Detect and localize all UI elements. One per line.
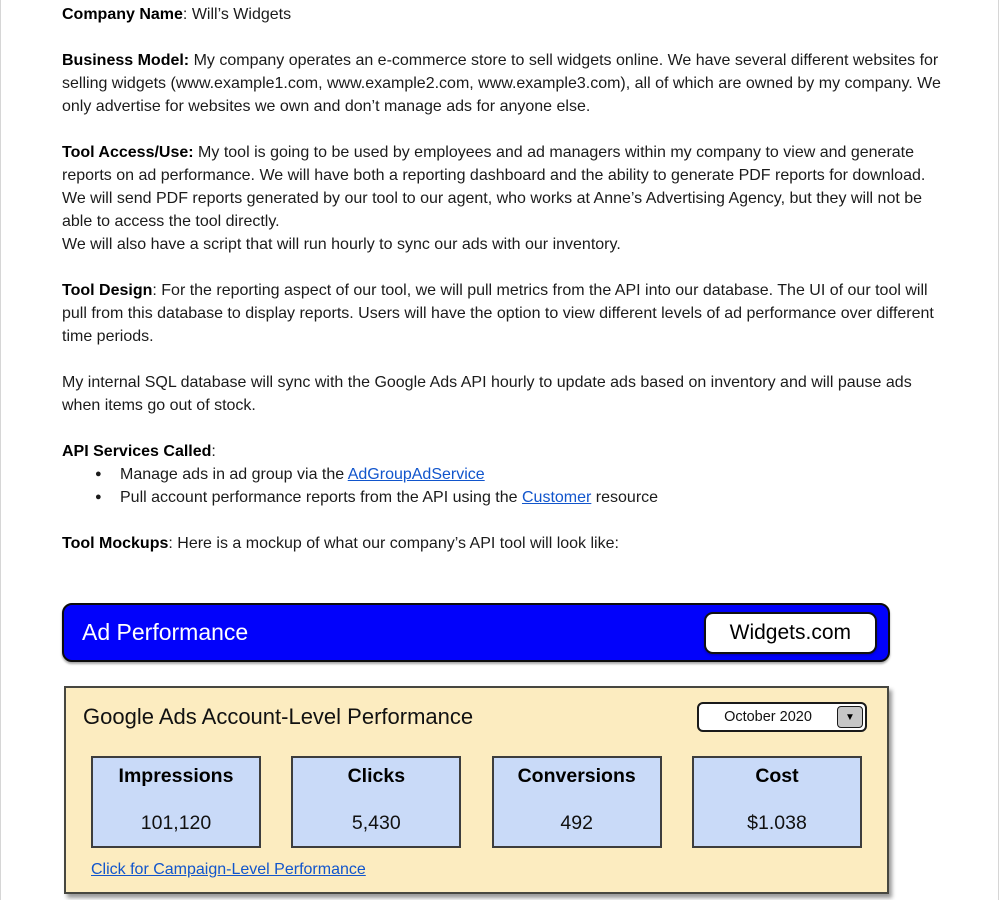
paragraph-company-name [62,3,944,26]
list-item [62,463,944,486]
company-name-label: Company Name [62,6,183,23]
tool-design-text: : For the reporting aspect of our tool, we will pull metrics from the API into our database. The UI of our tool will pull from this database to display reports. Users will have the option to view different levels of ad performance over different time periods. [62,282,934,345]
tool-mockups-text: : Here is a mockup of what our company’s API tool will look like: [168,535,619,552]
paragraph-tool-mockups [62,532,944,555]
bullet-icon: ● [95,491,102,503]
api-services-label: API Services Called [62,443,212,460]
adgroupadservice-link[interactable]: AdGroupAdService [347,466,485,483]
metric-value: $1.038 [747,812,807,834]
tool-access-label: Tool Access/Use: [62,144,194,161]
paragraph-business-model [62,49,944,118]
list-item [62,486,944,509]
page-edge-right [998,0,999,900]
panel-header [66,688,887,733]
document-body [62,3,944,578]
bullet2-text-after: resource [591,489,659,506]
metric-card-impressions [91,756,261,848]
tool-access-line2: We will also have a script that will run hourly to sync our ads with our inventory. [62,236,621,253]
bullet2-text: Pull account performance reports from the API using the [120,489,522,506]
dropdown-button[interactable] [837,706,863,728]
metric-card-conversions [492,756,662,848]
metric-value: 5,430 [351,812,401,834]
page-edge-left [0,0,1,900]
metric-label: Cost [755,765,799,787]
paragraph-tool-access [62,141,944,256]
mockup-header-bar [62,603,890,662]
metric-label: Clicks [347,765,406,787]
account-performance-panel [64,686,889,894]
widgets-site-button[interactable]: Widgets.com [704,612,877,654]
mockup-page-title: Ad Performance [82,619,249,645]
business-model-label: Business Model: [62,52,190,69]
company-name-value: : Will’s Widgets [182,6,292,23]
metric-label: Impressions [118,765,234,787]
metric-card-cost [692,756,862,848]
customer-resource-link[interactable]: Customer [521,489,592,506]
paragraph-sql-sync: My internal SQL database will sync with the Google Ads API hourly to update ads based on inventory and will pause ads when items go out of stock. [62,374,912,414]
tool-design-label: Tool Design [62,282,153,299]
tool-mockups-label: Tool Mockups [62,535,169,552]
bullet-icon: ● [95,468,102,480]
month-dropdown[interactable] [697,702,867,732]
bullet1-text: Manage ads in ad group via the [120,466,348,483]
chevron-down-icon: ▼ [845,711,855,723]
metric-card-clicks [291,756,461,848]
panel-title: Google Ads Account-Level Performance [83,704,474,729]
month-dropdown-value: October 2020 [724,709,812,725]
metric-value: 492 [560,812,593,834]
tool-access-text: My tool is going to be used by employees and ad managers within my company to view and generate reports on ad performance. We will have both a reporting dashboard and the ability to generate PDF reports for download. We will send PDF reports generated by our tool to our agent, who works at Anne’s Advertising Agency, but they will not be able to access the tool directly. [62,144,926,230]
paragraph-tool-design [62,279,944,348]
campaign-level-link[interactable]: Click for Campaign-Level Performance [91,861,366,878]
metric-label: Conversions [517,765,636,787]
metric-cards-row [91,756,862,848]
api-services-colon: : [211,443,216,460]
api-services-list [62,463,944,509]
tool-mockup [62,603,892,894]
business-model-text: My company operates an e-commerce store to sell widgets online. We have several different websites for selling widgets (www.example1.com, www.example2.com, www.example3.com), all of which are owned by my company. We only advertise for websites we own and don’t manage ads for anyone else. [62,52,941,115]
paragraph-api-services [62,440,944,463]
metric-value: 101,120 [140,812,212,834]
